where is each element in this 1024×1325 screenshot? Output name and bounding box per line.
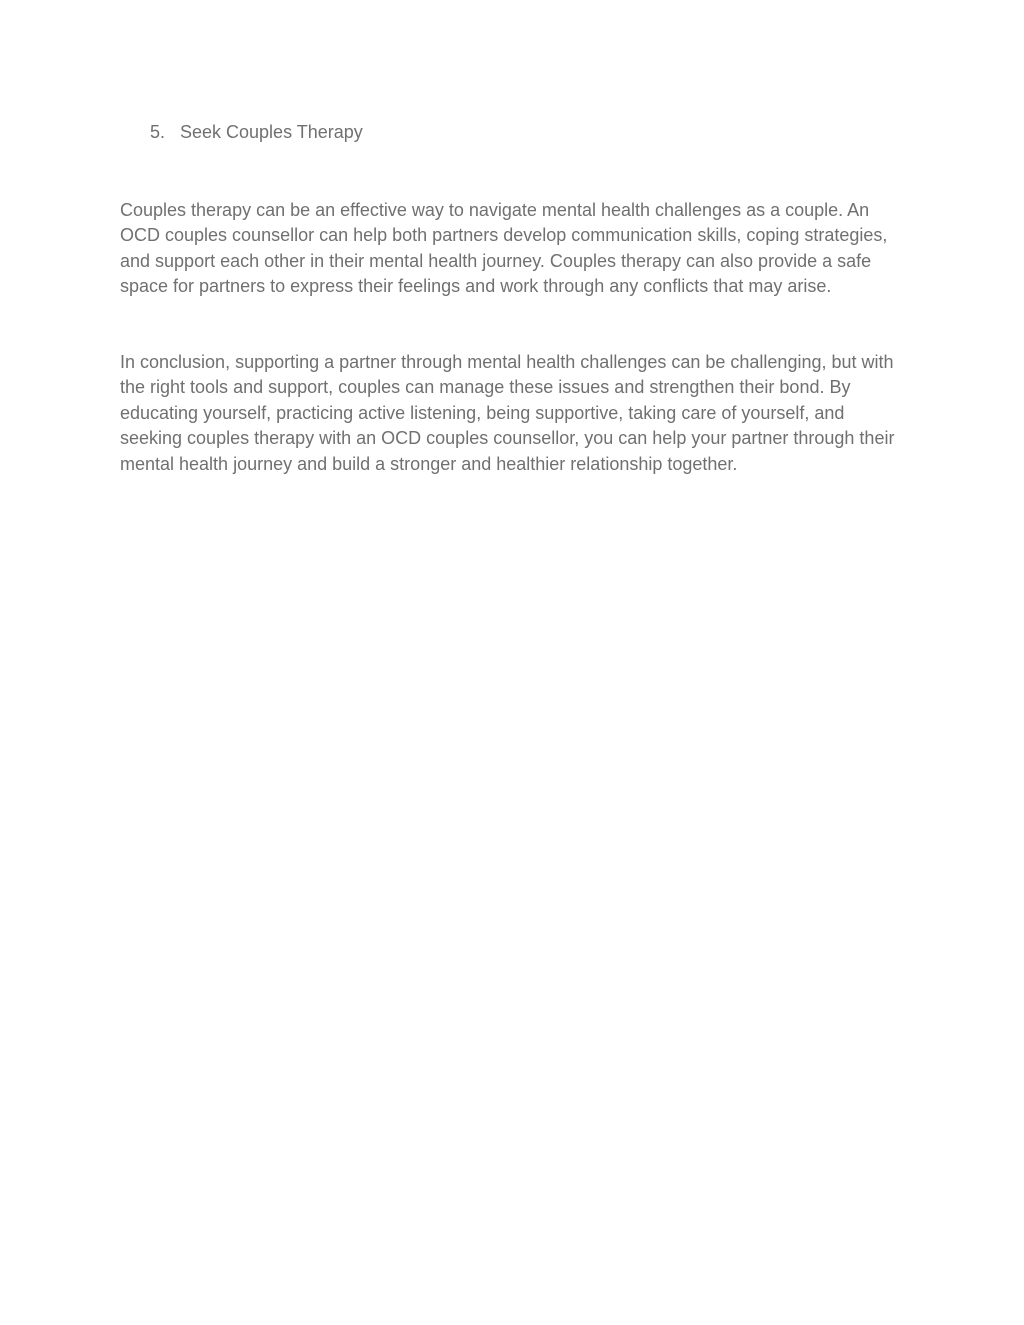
body-paragraph-couples-therapy: Couples therapy can be an effective way to navigate mental health challenges as a couple. An OCD couples counsellor can help both partners develop communication skills, coping strategies, and support each other in their mental health journey. Couples therapy can also provide a safe space for partners to express their feelings and work through any conflicts that may arise.: [120, 200, 888, 297]
list-item-number: 5.: [150, 122, 166, 142]
numbered-list-item: [150, 120, 363, 145]
body-paragraph-conclusion: In conclusion, supporting a partner through mental health challenges can be challenging, but with the right tools and support, couples can manage these issues and strengthen their bond. By educating yourself, practicing active listening, being supportive, taking care of yourself, and seeking couples therapy with an OCD couples counsellor, you can help your partner through their mental health journey and build a stronger and healthier relationship together.: [120, 352, 895, 474]
list-item-text: Seek Couples Therapy: [180, 122, 363, 142]
